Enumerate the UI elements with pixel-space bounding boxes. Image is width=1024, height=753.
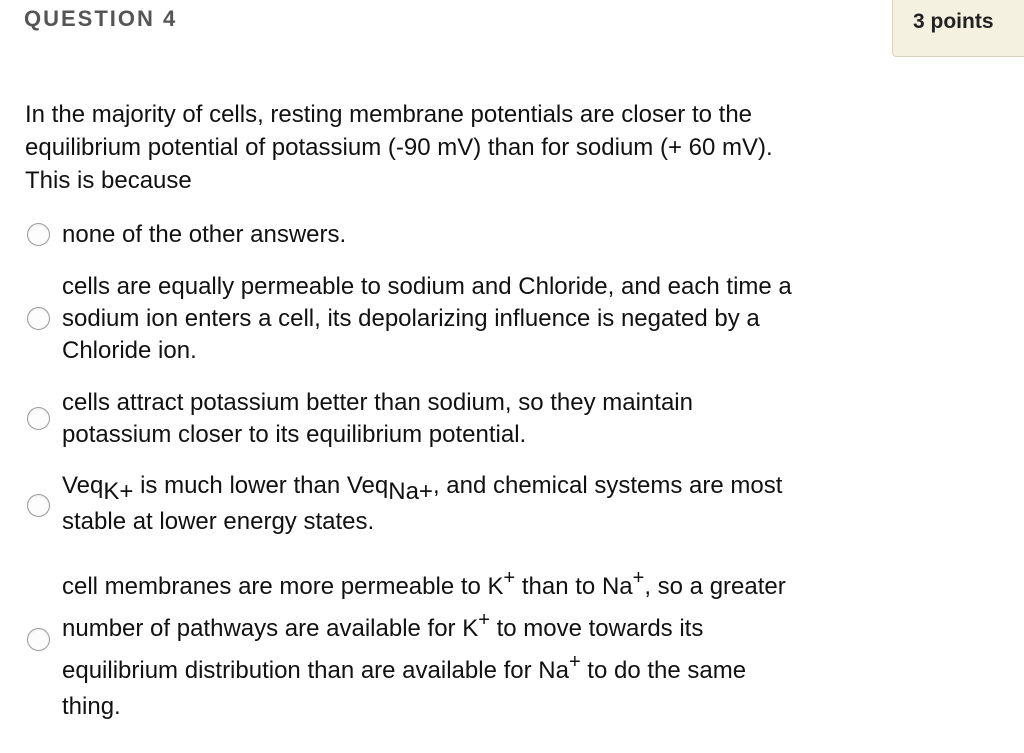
question-title: QUESTION 4 [24, 6, 178, 31]
answer-text-part: to do the same [580, 657, 747, 684]
points-badge [892, 0, 1024, 57]
superscript: + [568, 651, 581, 673]
answer-text-part: to move towards its [489, 615, 704, 642]
answer-label [62, 219, 942, 250]
answer-label [62, 387, 942, 451]
radio-button[interactable] [27, 223, 50, 246]
superscript: + [503, 567, 516, 589]
answer-line [62, 650, 942, 692]
answer-text-part: , and chemical systems are most [432, 472, 783, 499]
answer-label [62, 468, 942, 540]
answer-text-part: than to Na [515, 573, 633, 600]
veq-subscript: K+ [103, 478, 134, 505]
superscript: + [632, 567, 645, 589]
superscript: + [478, 609, 490, 631]
answer-text-part: number of pathways are available for K [62, 615, 479, 642]
radio-button[interactable] [27, 494, 50, 517]
answer-text-part: equilibrium distribution than are available for Na [62, 657, 569, 684]
answer-label [62, 271, 942, 367]
answer-line: none of the other answers. [62, 221, 347, 248]
radio-button[interactable] [27, 407, 50, 430]
answer-line [62, 608, 942, 650]
answer-line [62, 566, 942, 608]
veq-subscript: Na+ [388, 478, 433, 505]
answer-line: stable at lower energy states. [62, 508, 375, 535]
veq-text: Veq [62, 472, 104, 499]
answer-line [62, 468, 942, 504]
answer-line: potassium closer to its equilibrium potential. [62, 421, 527, 448]
veq-text: Veq [346, 472, 389, 499]
question-prompt [25, 98, 925, 197]
answer-label [62, 566, 942, 722]
answer-text-part: is much lower than [133, 472, 347, 499]
prompt-line: This is because [25, 167, 192, 194]
question-header [0, 0, 1024, 58]
answer-text-part: , so a greater [644, 573, 786, 600]
answer-line: sodium ion enters a cell, its depolarizing influence is negated by a [62, 305, 760, 332]
answer-line: cells attract potassium better than sodium, so they maintain [62, 389, 693, 416]
answer-line: Chloride ion. [62, 337, 197, 364]
prompt-line: equilibrium potential of potassium (-90 mV) than for sodium (+ 60 mV). [25, 134, 773, 161]
radio-button[interactable] [27, 628, 50, 651]
radio-button[interactable] [27, 307, 50, 330]
answer-text-part: cell membranes are more permeable to K [62, 573, 504, 600]
prompt-line: In the majority of cells, resting membrane potentials are closer to the [25, 101, 753, 128]
points-label: 3 points [913, 10, 994, 33]
answer-line: thing. [62, 693, 121, 720]
answer-line: cells are equally permeable to sodium and Chloride, and each time a [62, 273, 792, 300]
